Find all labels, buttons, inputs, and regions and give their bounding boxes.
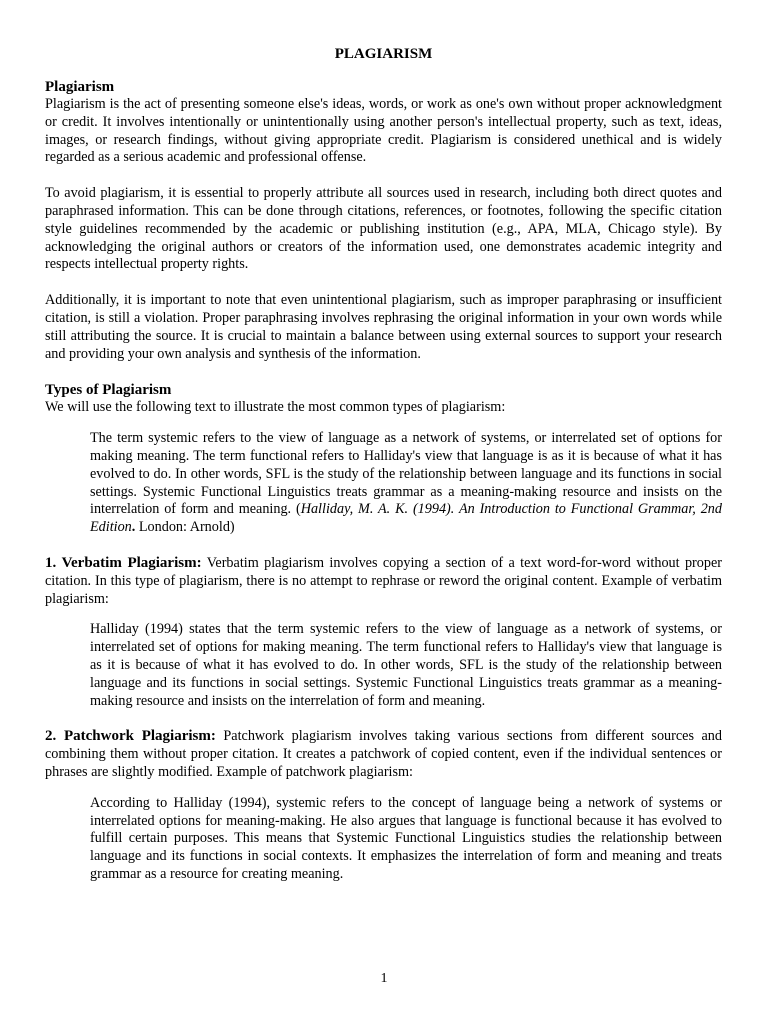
verbatim-heading: 1. Verbatim Plagiarism: (45, 554, 202, 571)
citation-open: ( (295, 501, 301, 518)
document-title: PLAGIARISM (334, 46, 433, 62)
types-lead: We will use the following text to illustrate the most common types of plagiarism: (45, 399, 506, 416)
verbatim-example-block: Halliday (1994) states that the term systemic refers to the view of language as a network of systems, or interrelated set of options for making meaning. The term functional refers to Halliday's view that language is as it is because of what it has evolved to do. In other words, SFL is the study of the relationship between language and its functions in social settings. Systemic Functional Linguistics treats grammar as a meaning-making resource and insists on the interrelation of form and meaning. (90, 621, 722, 709)
patchwork-example-block: According to Halliday (1994), systemic refers to the concept of language being a network of systems or interrelated options for meaning-making. He also argues that language is functional because it has evolved to fulfill certain purposes. This means that Systemic Functional Linguistics studies the relationship between language and its functions in social contexts. It emphasizes the interrelation of form and meaning and treats grammar as a resource for creating meaning. (90, 794, 722, 882)
page-number: 1 (380, 971, 388, 986)
patchwork-paragraph (45, 728, 722, 781)
citation-dot: . (131, 519, 136, 536)
verbatim-description: Verbatim plagiarism involves copying a section of a text word-for-word without proper citation. In this type of plagiarism, there is no attempt to rephrase or reword the original content. Example of verbatim plagiarism: (45, 554, 722, 607)
source-quote-text: The term systemic refers to the view of language as a network of systems, or interrelated set of options for making meaning. The term functional refers to Halliday's view that language is as it is because of what it has evolved to do. In other words, SFL is the study of the relationship between language and its functions in social settings. Systemic Functional Linguistics treats grammar as a meaning-making resource and insists on the interrelation of form and meaning. (90, 430, 722, 518)
patchwork-description: Patchwork plagiarism involves taking various sections from different sources and combining them without proper citation. It creates a patchwork of copied content, even if the individual sentences or phrases are slightly modified. Example of patchwork plagiarism: (45, 728, 722, 780)
intro-paragraph-2: To avoid plagiarism, it is essential to properly attribute all sources used in research, including both direct quotes and paraphrased information. This can be done through citations, references, or footnotes, following the specific citation style guidelines recommended by the academic or publishing institution (e.g., APA, MLA, Chicago style). By acknowledging the original authors or creators of the information used, one demonstrates academic integrity and respects intellectual property rights. (45, 185, 722, 273)
section-heading-types: Types of Plagiarism (45, 382, 172, 399)
source-quote-block (90, 430, 722, 537)
verbatim-paragraph (45, 555, 722, 608)
citation-title: Halliday, M. A. K. (1994). An Introduction to Functional Grammar, 2nd Edition (90, 501, 722, 536)
citation-publisher: London: Arnold) (135, 519, 235, 536)
section-heading-plagiarism: Plagiarism (45, 79, 115, 95)
intro-paragraph-1: Plagiarism is the act of presenting someone else's ideas, words, or work as one's own without proper acknowledgment or credit. It involves intentionally or unintentionally using another person's intellectual property, such as text, ideas, images, or research findings, without giving appropriate credit. Plagiarism is considered unethical and is widely regarded as a serious academic and professional offense. (45, 96, 722, 166)
patchwork-heading: 2. Patchwork Plagiarism: (45, 728, 216, 745)
intro-paragraph-3: Additionally, it is important to note that even unintentional plagiarism, such as improper paraphrasing or insufficient citation, is still a violation. Proper paraphrasing involves rephrasing the original information in your own words while still attributing the source. It is crucial to maintain a balance between using external sources to support your research and providing your own analysis and synthesis of the information. (45, 292, 722, 362)
